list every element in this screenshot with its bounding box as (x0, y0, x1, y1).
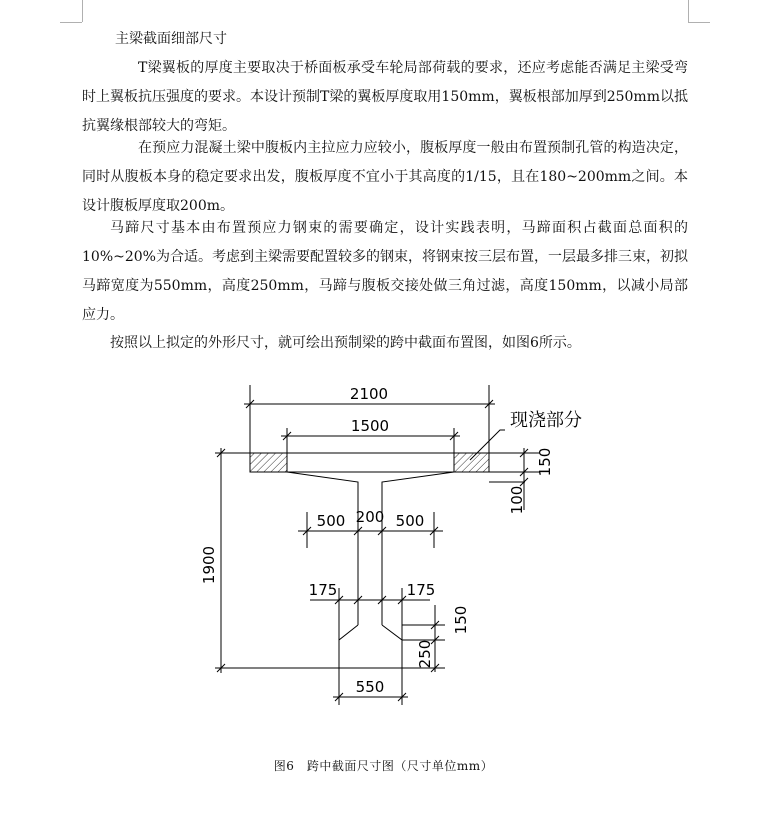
haunch-outline (382, 472, 454, 625)
dim-bulb-step-left: 175 (308, 581, 338, 599)
figure-caption: 图6 跨中截面尺寸图（尺寸单位mm） (273, 759, 494, 773)
dim-flange-overhang-left: 500 (316, 512, 346, 530)
cast-in-place-left (250, 453, 287, 472)
paragraph-figure-ref: 按照以上拟定的外形尺寸，就可绘出预制梁的跨中截面布置图，如图6所示。 (110, 335, 581, 351)
dim-bulb-height: 250 (416, 639, 434, 669)
cast-in-place-right (454, 453, 489, 472)
cast-in-place-label: 现浇部分 (510, 410, 582, 431)
dim-bulb-step-right: 175 (406, 581, 436, 599)
dim-haunch: 100 (508, 485, 526, 515)
dim-precast-width: 1500 (350, 417, 390, 435)
dim-web-width: 200 (355, 508, 385, 526)
dim-flange-thickness: 150 (536, 447, 554, 477)
paragraph-flange: T梁翼板的厚度主要取决于桥面板承受车轮局部荷载的要求，还应考虑能否满足主梁受弯时上翼板抗压强度的要求。本设计预制T梁的翼板厚度取用150mm，翼板根部加厚到250mm以抵抗翼缘根部较大的弯矩。 (82, 60, 688, 134)
dim-total-height: 1900 (200, 545, 218, 585)
dim-total-width: 2100 (349, 385, 389, 403)
dim-bulb-width: 550 (355, 678, 385, 696)
haunch-outline (287, 472, 358, 625)
dim-flange-overhang-right: 500 (395, 512, 425, 530)
paragraph-web: 在预应力混凝土梁中腹板内主拉应力应较小，腹板厚度一般由布置预制孔管的构造决定，同时从腹板本身的稳定要求出发，腹板厚度不宜小于其高度的1/15，且在180~200mm之间。本设计腹板厚度取200m。 (82, 140, 688, 214)
dim-bulb-transition: 150 (452, 605, 470, 635)
section-heading: 主梁截面细部尺寸 (115, 31, 227, 47)
paragraph-bulb: 马蹄尺寸基本由布置预应力钢束的需要确定，设计实践表明，马蹄面积占截面总面积的10%~20%为合适。考虑到主梁需要配置较多的钢束，将钢束按三层布置，一层最多排三束，初拟马蹄宽度为550mm，高度250mm，马蹄与腹板交接处做三角过滤，高度150mm，以减小局部应力。 (82, 220, 688, 323)
bulb-outline (339, 625, 402, 668)
